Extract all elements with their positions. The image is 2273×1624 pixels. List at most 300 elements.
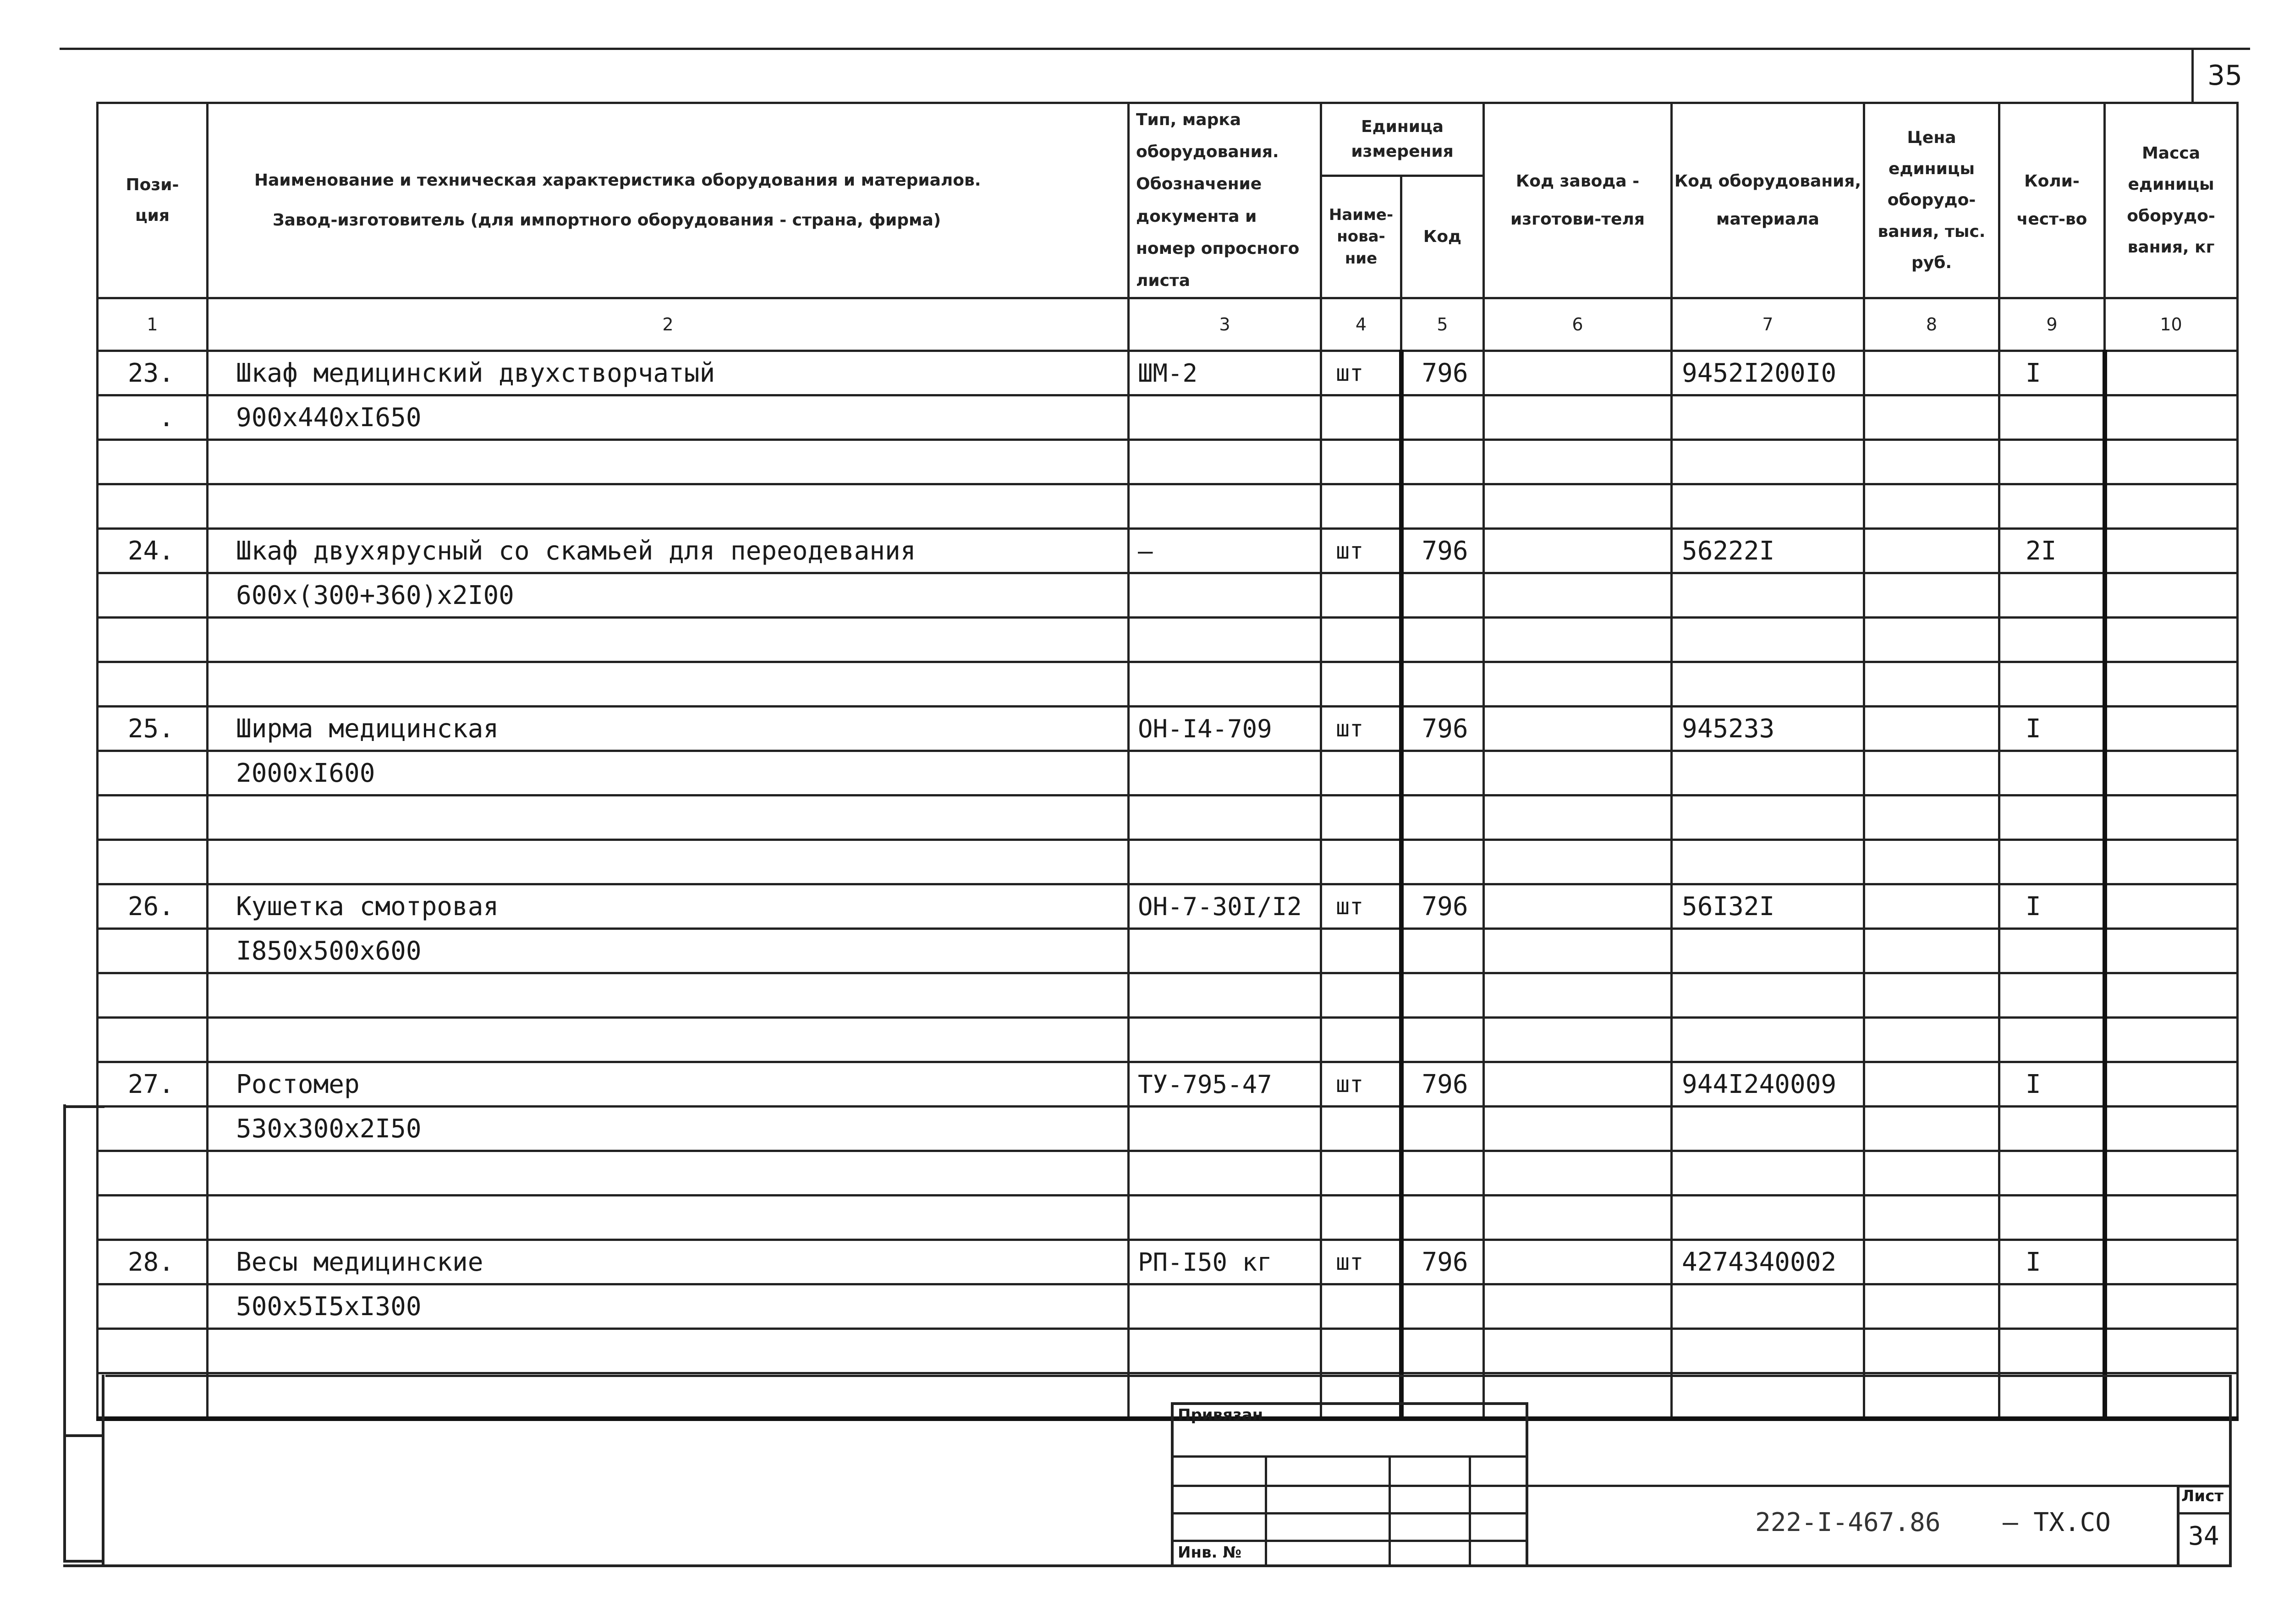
unit-name-cell [1321, 1151, 1401, 1196]
price-cell [1864, 618, 1999, 662]
factory-code-cell [1484, 840, 1672, 884]
type-cell [1129, 1018, 1321, 1062]
quantity-cell: I [1999, 1062, 2105, 1107]
unit-name-cell: шт [1321, 351, 1401, 395]
position-cell [98, 1329, 208, 1373]
unit-code-cell [1401, 796, 1484, 840]
name-cell [208, 484, 1129, 529]
equipment-code-cell [1672, 618, 1864, 662]
mass-cell [2105, 840, 2238, 884]
quantity-cell [1999, 1196, 2105, 1240]
quantity-cell [1999, 1284, 2105, 1329]
equipment-code-cell [1672, 573, 1864, 618]
quantity-cell: I [1999, 884, 2105, 929]
table-row-continuation [98, 573, 2238, 618]
table-row [98, 529, 2238, 573]
table-row-continuation [98, 618, 2238, 662]
price-cell [1864, 884, 1999, 929]
type-cell [1129, 484, 1321, 529]
colnum-7: 7 [1672, 298, 1864, 351]
unit-code-cell [1401, 840, 1484, 884]
mass-cell [2105, 707, 2238, 751]
table-row-continuation [98, 484, 2238, 529]
price-cell [1864, 1329, 1999, 1373]
unit-code-cell: 796 [1401, 529, 1484, 573]
unit-name-cell [1321, 840, 1401, 884]
document-suffix: – ТХ.СО [2003, 1508, 2111, 1537]
position-cell [98, 573, 208, 618]
quantity-cell [1999, 662, 2105, 707]
unit-code-cell [1401, 973, 1484, 1018]
header-type: Тип, марка оборудования. Обозначение документа и номер опросного листа [1129, 103, 1321, 298]
header-quantity: Коли-чест-во [1999, 103, 2105, 298]
mass-cell [2105, 484, 2238, 529]
table-row-continuation [98, 1373, 2238, 1419]
unit-name-cell [1321, 1284, 1401, 1329]
table-row-continuation [98, 662, 2238, 707]
position-cell [98, 618, 208, 662]
type-cell [1129, 929, 1321, 973]
table-row-continuation [98, 1196, 2238, 1240]
mass-cell [2105, 351, 2238, 395]
unit-name-cell [1321, 1329, 1401, 1373]
unit-name-cell [1321, 618, 1401, 662]
unit-name-cell [1321, 973, 1401, 1018]
bound-box-col-2 [1389, 1455, 1391, 1567]
position-cell [98, 484, 208, 529]
price-cell [1864, 395, 1999, 440]
unit-name-cell: шт [1321, 1062, 1401, 1107]
mass-cell [2105, 395, 2238, 440]
mass-cell [2105, 884, 2238, 929]
name-cell: 900x440xI650 [208, 395, 1129, 440]
quantity-cell [1999, 1329, 2105, 1373]
colnum-2: 2 [208, 298, 1129, 351]
table-row-continuation [98, 440, 2238, 484]
unit-name-cell: шт [1321, 529, 1401, 573]
unit-name-cell: шт [1321, 884, 1401, 929]
position-cell [98, 1284, 208, 1329]
colnum-4: 4 [1321, 298, 1401, 351]
table-row [98, 707, 2238, 751]
price-cell [1864, 529, 1999, 573]
position-cell: . [98, 395, 208, 440]
specification-table [96, 102, 2239, 1421]
table-row-continuation [98, 796, 2238, 840]
colnum-5: 5 [1401, 298, 1484, 351]
quantity-cell [1999, 929, 2105, 973]
position-cell [98, 1151, 208, 1196]
equipment-code-cell [1672, 1284, 1864, 1329]
equipment-code-cell [1672, 840, 1864, 884]
factory-code-cell [1484, 1062, 1672, 1107]
position-cell [98, 440, 208, 484]
unit-code-cell [1401, 1196, 1484, 1240]
factory-code-cell [1484, 1018, 1672, 1062]
unit-name-cell [1321, 484, 1401, 529]
factory-code-cell [1484, 484, 1672, 529]
factory-code-cell [1484, 973, 1672, 1018]
mass-cell [2105, 662, 2238, 707]
mass-cell [2105, 1107, 2238, 1151]
unit-name-cell [1321, 1107, 1401, 1151]
table-row-continuation [98, 840, 2238, 884]
name-cell: Ширма медицинская [208, 707, 1129, 751]
table-row [98, 351, 2238, 395]
name-cell [208, 973, 1129, 1018]
header-price: Цена единицы оборудо-вания, тыс. руб. [1864, 103, 1999, 298]
header-unit-code: Код [1401, 176, 1484, 298]
price-cell [1864, 973, 1999, 1018]
equipment-code-cell [1672, 1018, 1864, 1062]
price-cell [1864, 1018, 1999, 1062]
equipment-code-cell: 56222I [1672, 529, 1864, 573]
quantity-cell [1999, 973, 2105, 1018]
table-row [98, 884, 2238, 929]
type-cell [1129, 440, 1321, 484]
table-row-continuation [98, 751, 2238, 796]
factory-code-cell [1484, 351, 1672, 395]
table-row-continuation [98, 1329, 2238, 1373]
table-row-continuation [98, 395, 2238, 440]
price-cell [1864, 1284, 1999, 1329]
unit-code-cell [1401, 573, 1484, 618]
quantity-cell: I [1999, 351, 2105, 395]
equipment-code-cell: 945233 [1672, 707, 1864, 751]
position-cell: 23. [98, 351, 208, 395]
unit-name-cell [1321, 751, 1401, 796]
mass-cell [2105, 1151, 2238, 1196]
unit-code-cell [1401, 929, 1484, 973]
header-position: Пози- ция [98, 103, 208, 298]
type-cell: ТУ-795-47 [1129, 1062, 1321, 1107]
factory-code-cell [1484, 1151, 1672, 1196]
factory-code-cell [1484, 929, 1672, 973]
unit-name-cell: шт [1321, 1240, 1401, 1284]
equipment-code-cell [1672, 1151, 1864, 1196]
factory-code-cell [1484, 1107, 1672, 1151]
quantity-cell [1999, 1018, 2105, 1062]
price-cell [1864, 1240, 1999, 1284]
mass-cell [2105, 1062, 2238, 1107]
type-cell [1129, 662, 1321, 707]
mass-cell [2105, 1373, 2238, 1419]
table-row-continuation [98, 1284, 2238, 1329]
unit-code-cell: 796 [1401, 707, 1484, 751]
price-cell [1864, 1107, 1999, 1151]
equipment-code-cell [1672, 440, 1864, 484]
mass-cell [2105, 1284, 2238, 1329]
colnum-9: 9 [1999, 298, 2105, 351]
type-cell [1129, 973, 1321, 1018]
type-cell [1129, 840, 1321, 884]
inventory-number-label: Инв. № [1178, 1543, 1242, 1562]
price-cell [1864, 929, 1999, 973]
price-cell [1864, 484, 1999, 529]
bound-box-rule-1 [1171, 1455, 1528, 1458]
equipment-code-cell [1672, 1373, 1864, 1419]
table-row-continuation [98, 973, 2238, 1018]
equipment-code-cell [1672, 1196, 1864, 1240]
factory-code-cell [1484, 1240, 1672, 1284]
name-cell: Шкаф медицинский двухстворчатый [208, 351, 1129, 395]
equipment-code-cell: 9452I200I0 [1672, 351, 1864, 395]
unit-name-cell [1321, 662, 1401, 707]
sheet-number-top: 35 [2207, 60, 2243, 92]
quantity-cell [1999, 1107, 2105, 1151]
unit-code-cell: 796 [1401, 1062, 1484, 1107]
price-cell [1864, 1062, 1999, 1107]
unit-code-cell [1401, 395, 1484, 440]
mass-cell [2105, 573, 2238, 618]
header-factory-code: Код завода - изготови-теля [1484, 103, 1672, 298]
type-cell: ОН-7-30I/I2 [1129, 884, 1321, 929]
unit-code-cell [1401, 618, 1484, 662]
name-cell [208, 440, 1129, 484]
colnum-3: 3 [1129, 298, 1321, 351]
factory-code-cell [1484, 1329, 1672, 1373]
unit-code-cell [1401, 484, 1484, 529]
name-cell: Кушетка смотровая [208, 884, 1129, 929]
factory-code-cell [1484, 529, 1672, 573]
name-cell: Весы медицинские [208, 1240, 1129, 1284]
bound-box-col-3 [1469, 1455, 1471, 1567]
name-cell [208, 796, 1129, 840]
equipment-code-cell [1672, 1107, 1864, 1151]
quantity-cell [1999, 395, 2105, 440]
factory-code-cell [1484, 884, 1672, 929]
unit-code-cell [1401, 1107, 1484, 1151]
unit-code-cell [1401, 662, 1484, 707]
unit-code-cell: 796 [1401, 884, 1484, 929]
equipment-code-cell [1672, 395, 1864, 440]
title-block-top-rule [105, 1375, 2232, 1377]
equipment-code-cell [1672, 1329, 1864, 1373]
mass-cell [2105, 1329, 2238, 1373]
mass-cell [2105, 1196, 2238, 1240]
factory-code-cell [1484, 395, 1672, 440]
type-cell: ШМ-2 [1129, 351, 1321, 395]
type-cell [1129, 796, 1321, 840]
price-cell [1864, 840, 1999, 884]
quantity-cell [1999, 1151, 2105, 1196]
name-cell: Шкаф двухярусный со скамьей для переодевания [208, 529, 1129, 573]
position-cell [98, 1018, 208, 1062]
table-row-continuation [98, 1018, 2238, 1062]
position-cell: 28. [98, 1240, 208, 1284]
quantity-cell [1999, 751, 2105, 796]
type-cell [1129, 618, 1321, 662]
quantity-cell [1999, 440, 2105, 484]
document-code: 222-I-467.86 [1755, 1508, 1941, 1537]
position-cell: 25. [98, 707, 208, 751]
mass-cell [2105, 796, 2238, 840]
name-cell [208, 1196, 1129, 1240]
type-cell [1129, 395, 1321, 440]
top-rule [60, 48, 2250, 50]
type-cell [1129, 573, 1321, 618]
factory-code-cell [1484, 618, 1672, 662]
name-cell: 500x5I5xI300 [208, 1284, 1129, 1329]
equipment-code-cell: 944I240009 [1672, 1062, 1864, 1107]
name-cell [208, 1329, 1129, 1373]
quantity-cell [1999, 796, 2105, 840]
quantity-cell: I [1999, 707, 2105, 751]
factory-code-cell [1484, 440, 1672, 484]
position-cell [98, 1373, 208, 1419]
type-cell [1129, 1329, 1321, 1373]
title-block-left-rule [102, 1375, 104, 1567]
header-equipment-code: Код оборудования, материала [1672, 103, 1864, 298]
position-cell [98, 1107, 208, 1151]
position-cell [98, 796, 208, 840]
mass-cell [2105, 618, 2238, 662]
position-cell [98, 973, 208, 1018]
unit-code-cell [1401, 440, 1484, 484]
colnum-8: 8 [1864, 298, 1999, 351]
sheet-label: Лист [2181, 1487, 2224, 1505]
mass-cell [2105, 529, 2238, 573]
position-cell [98, 662, 208, 707]
header-mass: Масса единицы оборудо-вания, кг [2105, 103, 2238, 298]
unit-code-cell [1401, 1329, 1484, 1373]
header-name [208, 103, 1129, 298]
factory-code-cell [1484, 707, 1672, 751]
unit-code-cell [1401, 751, 1484, 796]
sheet-value: 34 [2188, 1521, 2219, 1551]
factory-code-cell [1484, 573, 1672, 618]
quantity-cell [1999, 484, 2105, 529]
price-cell [1864, 662, 1999, 707]
name-cell: 2000xI600 [208, 751, 1129, 796]
mass-cell [2105, 1018, 2238, 1062]
unit-name-cell: шт [1321, 707, 1401, 751]
header-name-line1: Наименование и техническая характеристика оборудования и материалов. [254, 171, 981, 190]
type-cell [1129, 1151, 1321, 1196]
unit-code-cell [1401, 1151, 1484, 1196]
specification-body [98, 351, 2238, 1419]
bound-label: Привязан [1178, 1406, 1263, 1424]
name-cell: 530x300x2I50 [208, 1107, 1129, 1151]
name-cell: Ростомер [208, 1062, 1129, 1107]
quantity-cell [1999, 618, 2105, 662]
quantity-cell [1999, 1373, 2105, 1419]
factory-code-cell [1484, 751, 1672, 796]
equipment-code-cell [1672, 796, 1864, 840]
name-cell: I850x500x600 [208, 929, 1129, 973]
name-cell [208, 1151, 1129, 1196]
bound-box-rule-2 [1171, 1485, 1528, 1487]
quantity-cell: I [1999, 1240, 2105, 1284]
table-row-continuation [98, 1151, 2238, 1196]
name-cell [208, 618, 1129, 662]
name-cell [208, 840, 1129, 884]
price-cell [1864, 573, 1999, 618]
unit-code-cell: 796 [1401, 1240, 1484, 1284]
price-cell [1864, 351, 1999, 395]
table-row-continuation [98, 929, 2238, 973]
quantity-cell [1999, 840, 2105, 884]
factory-code-cell [1484, 662, 1672, 707]
equipment-code-cell [1672, 662, 1864, 707]
bound-box-rule-4 [1171, 1540, 1528, 1542]
equipment-code-cell: 4274340002 [1672, 1240, 1864, 1284]
price-cell [1864, 707, 1999, 751]
position-cell: 26. [98, 884, 208, 929]
name-cell [208, 1018, 1129, 1062]
name-cell [208, 1373, 1129, 1419]
unit-name-cell [1321, 929, 1401, 973]
type-cell [1129, 1107, 1321, 1151]
colnum-6: 6 [1484, 298, 1672, 351]
type-cell: – [1129, 529, 1321, 573]
quantity-cell [1999, 573, 2105, 618]
price-cell [1864, 1373, 1999, 1419]
mass-cell [2105, 973, 2238, 1018]
type-cell [1129, 751, 1321, 796]
bound-box-col-1 [1265, 1455, 1267, 1567]
unit-name-cell [1321, 573, 1401, 618]
equipment-code-cell [1672, 929, 1864, 973]
factory-code-cell [1484, 1284, 1672, 1329]
equipment-code-cell [1672, 973, 1864, 1018]
type-cell: ОН-I4-709 [1129, 707, 1321, 751]
unit-name-cell [1321, 796, 1401, 840]
top-number-divider [2191, 48, 2194, 102]
factory-code-cell [1484, 796, 1672, 840]
price-cell [1864, 440, 1999, 484]
mass-cell [2105, 929, 2238, 973]
header-unit-name: Наиме-нова-ние [1321, 176, 1401, 298]
quantity-cell: 2I [1999, 529, 2105, 573]
position-cell [98, 929, 208, 973]
name-cell: 600x(300+360)x2I00 [208, 573, 1129, 618]
table-row-continuation [98, 1107, 2238, 1151]
price-cell [1864, 1196, 1999, 1240]
equipment-code-cell [1672, 484, 1864, 529]
unit-name-cell [1321, 440, 1401, 484]
title-block-bottom-rule [63, 1564, 2232, 1567]
title-block-mid-rule [1526, 1485, 2232, 1487]
name-cell [208, 662, 1129, 707]
unit-name-cell [1321, 1018, 1401, 1062]
bound-box-rule-3 [1171, 1512, 1528, 1514]
position-cell [98, 751, 208, 796]
position-cell: 27. [98, 1062, 208, 1107]
table-row [98, 1062, 2238, 1107]
unit-code-cell [1401, 1284, 1484, 1329]
position-cell [98, 1196, 208, 1240]
price-cell [1864, 1151, 1999, 1196]
price-cell [1864, 796, 1999, 840]
colnum-1: 1 [98, 298, 208, 351]
type-cell [1129, 1284, 1321, 1329]
header-unit: Единица измерения [1321, 103, 1484, 176]
unit-name-cell [1321, 395, 1401, 440]
unit-name-cell [1321, 1196, 1401, 1240]
sheet-box-rule [2177, 1512, 2232, 1514]
unit-code-cell [1401, 1018, 1484, 1062]
table-row [98, 1240, 2238, 1284]
equipment-code-cell [1672, 751, 1864, 796]
mass-cell [2105, 1240, 2238, 1284]
mass-cell [2105, 751, 2238, 796]
factory-code-cell [1484, 1196, 1672, 1240]
equipment-code-cell: 56I32I [1672, 884, 1864, 929]
mass-cell [2105, 440, 2238, 484]
unit-code-cell: 796 [1401, 351, 1484, 395]
type-cell [1129, 1196, 1321, 1240]
